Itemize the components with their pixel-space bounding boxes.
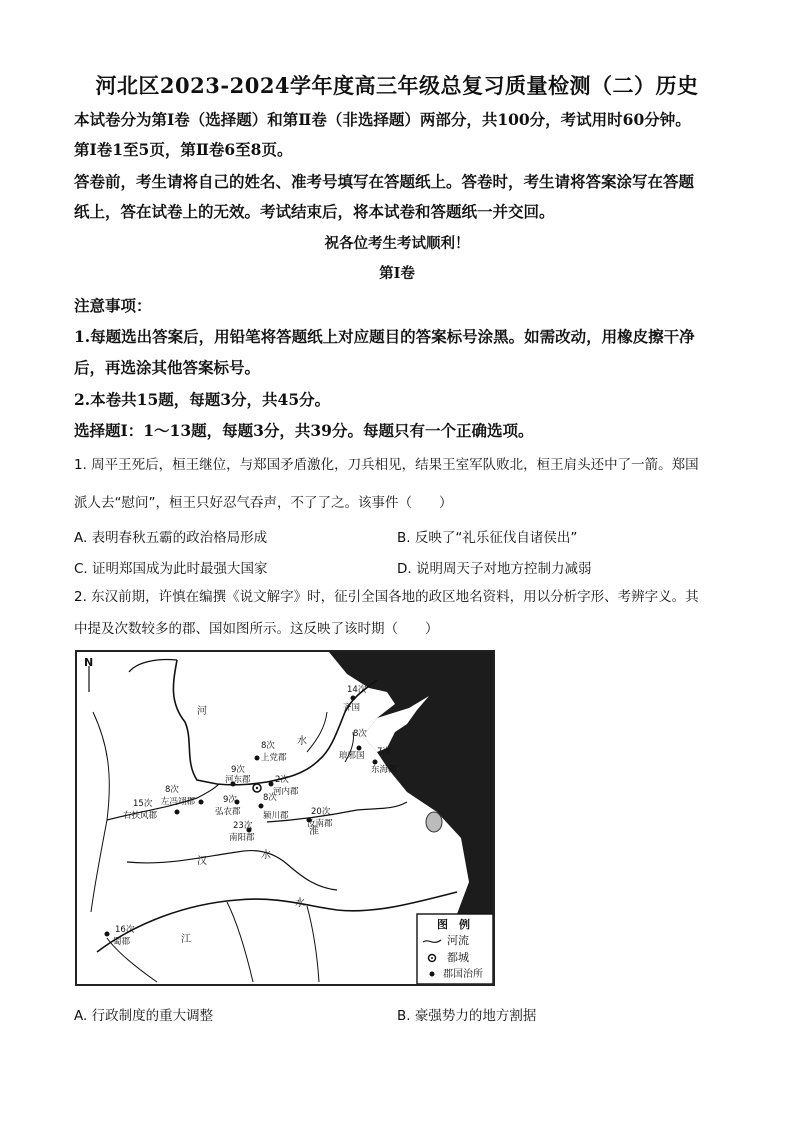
place-name: 左冯翊郡 <box>161 797 196 807</box>
place-count: 9次 <box>223 795 237 805</box>
lake <box>426 812 442 832</box>
legend-seat-icon <box>430 972 435 977</box>
place-name: 南阳郡 <box>229 833 255 843</box>
han-river <box>127 851 337 891</box>
note-1b: 后，再选涂其他答案标号。 <box>74 358 261 377</box>
place-name: 弘农郡 <box>215 807 241 817</box>
place-name: 汝南郡 <box>307 819 333 829</box>
notes-heading: 注意事项： <box>74 296 152 315</box>
place-count: 23次 <box>233 821 253 831</box>
place-name: 东海郡 <box>371 765 397 775</box>
river-label-shui2: 水 <box>261 850 271 861</box>
han-commanderies-map <box>75 650 495 986</box>
place-name: 河内郡 <box>273 787 299 797</box>
q1-option-c[interactable]: C. 证明郑国成为此时最强大国家 <box>74 561 268 577</box>
q1-stem-b: 派人去“慰问”，桓王只好忍气吞声，不了了之。该事件（ ） <box>74 495 453 511</box>
intro-line-2: 第Ⅰ卷1至5页，第Ⅱ卷6至8页。 <box>74 140 293 159</box>
q1-option-b[interactable]: B. 反映了“礼乐征伐自诸侯出” <box>397 530 578 546</box>
section-heading: 第Ⅰ卷 <box>379 265 415 282</box>
place-name: 蜀郡 <box>113 937 131 947</box>
q1-option-d[interactable]: D. 说明周天子对地方控制力减弱 <box>397 561 592 577</box>
place-name: 颍川郡 <box>263 811 289 821</box>
q2-stem-a: 2. 东汉前期，许慎在编撰《说文解字》时，征引全国各地的政区地名资料，用以分析字形、考辨字义。其 <box>74 589 699 605</box>
river-label-jiang: 江 <box>181 934 191 945</box>
map-legend <box>417 914 493 984</box>
legend-title: 图 例 <box>437 918 470 931</box>
legend-capital: 都城 <box>447 951 469 964</box>
place-count: 8次 <box>165 785 179 795</box>
place-name: 上党郡 <box>261 753 287 763</box>
place-count: 2次 <box>275 775 289 785</box>
q1-stem-a: 1. 周平王死后，桓王继位，与郑国矛盾激化，刀兵相见，结果王室军队败北，桓王肩头还中了一箭。郑国 <box>74 457 699 473</box>
place-name: 齐国 <box>343 703 361 713</box>
intro-line-4: 纸上，答在试卷上的无效。考试结束后，将本试卷和答题纸一并交回。 <box>74 202 555 221</box>
q2-stem-b: 中提及次数较多的郡、国如图所示。这反映了该时期（ ） <box>74 621 439 637</box>
river-label-huai: 淮 <box>309 826 319 837</box>
place-name: 河东郡 <box>225 775 251 785</box>
note-3: 选择题Ⅰ：1～13题，每题3分，共39分。每题只有一个正确选项。 <box>74 421 534 440</box>
place-count: 16次 <box>115 925 135 935</box>
q2-option-b[interactable]: B. 豪强势力的地方割据 <box>397 1008 537 1024</box>
place-count: 9次 <box>231 765 245 775</box>
river-label-he: 河 <box>197 706 207 717</box>
river-label-shui3: 水 <box>295 898 305 909</box>
legend-seat: 郡国治所 <box>443 969 483 980</box>
page-title: 河北区2023-2024学年度高三年级总复习质量检测（二）历史 <box>95 73 699 98</box>
place-count: 8次 <box>263 793 277 803</box>
river-label-shui1: 水 <box>297 736 307 747</box>
note-2: 2.本卷共15题，每题3分，共45分。 <box>74 390 331 409</box>
place-count: 8次 <box>353 729 367 739</box>
intro-line-1: 本试卷分为第Ⅰ卷（选择题）和第Ⅱ卷（非选择题）两部分，共100分，考试用时60分钟。 <box>74 110 691 129</box>
place-name: 琅邪国 <box>339 751 365 761</box>
intro-line-3: 答卷前，考生请将自己的姓名、准考号填写在答题纸上。答卷时，考生请将答案涂写在答题 <box>74 172 695 191</box>
place-count: 7次 <box>377 747 391 757</box>
note-1a: 1.每题选出答案后，用铅笔将答题纸上对应题目的答案标号涂黑。如需改动，用橡皮擦干净 <box>74 327 695 346</box>
north-label: N <box>84 656 94 669</box>
yellow-river <box>173 660 377 785</box>
map-svg <box>77 652 493 984</box>
place-count: 8次 <box>261 741 275 751</box>
river-label-han: 汉 <box>197 856 207 867</box>
q1-option-a[interactable]: A. 表明春秋五霸的政治格局形成 <box>74 530 268 546</box>
legend-river: 河流 <box>447 934 469 947</box>
place-name: 右扶风郡 <box>123 811 158 821</box>
place-count: 20次 <box>311 807 331 817</box>
blessing: 祝各位考生考试顺利！ <box>324 235 470 252</box>
q2-option-a[interactable]: A. 行政制度的重大调整 <box>74 1008 214 1024</box>
place-count: 15次 <box>133 799 153 809</box>
yangtze-river <box>97 892 457 952</box>
place-count: 14次 <box>347 685 367 695</box>
